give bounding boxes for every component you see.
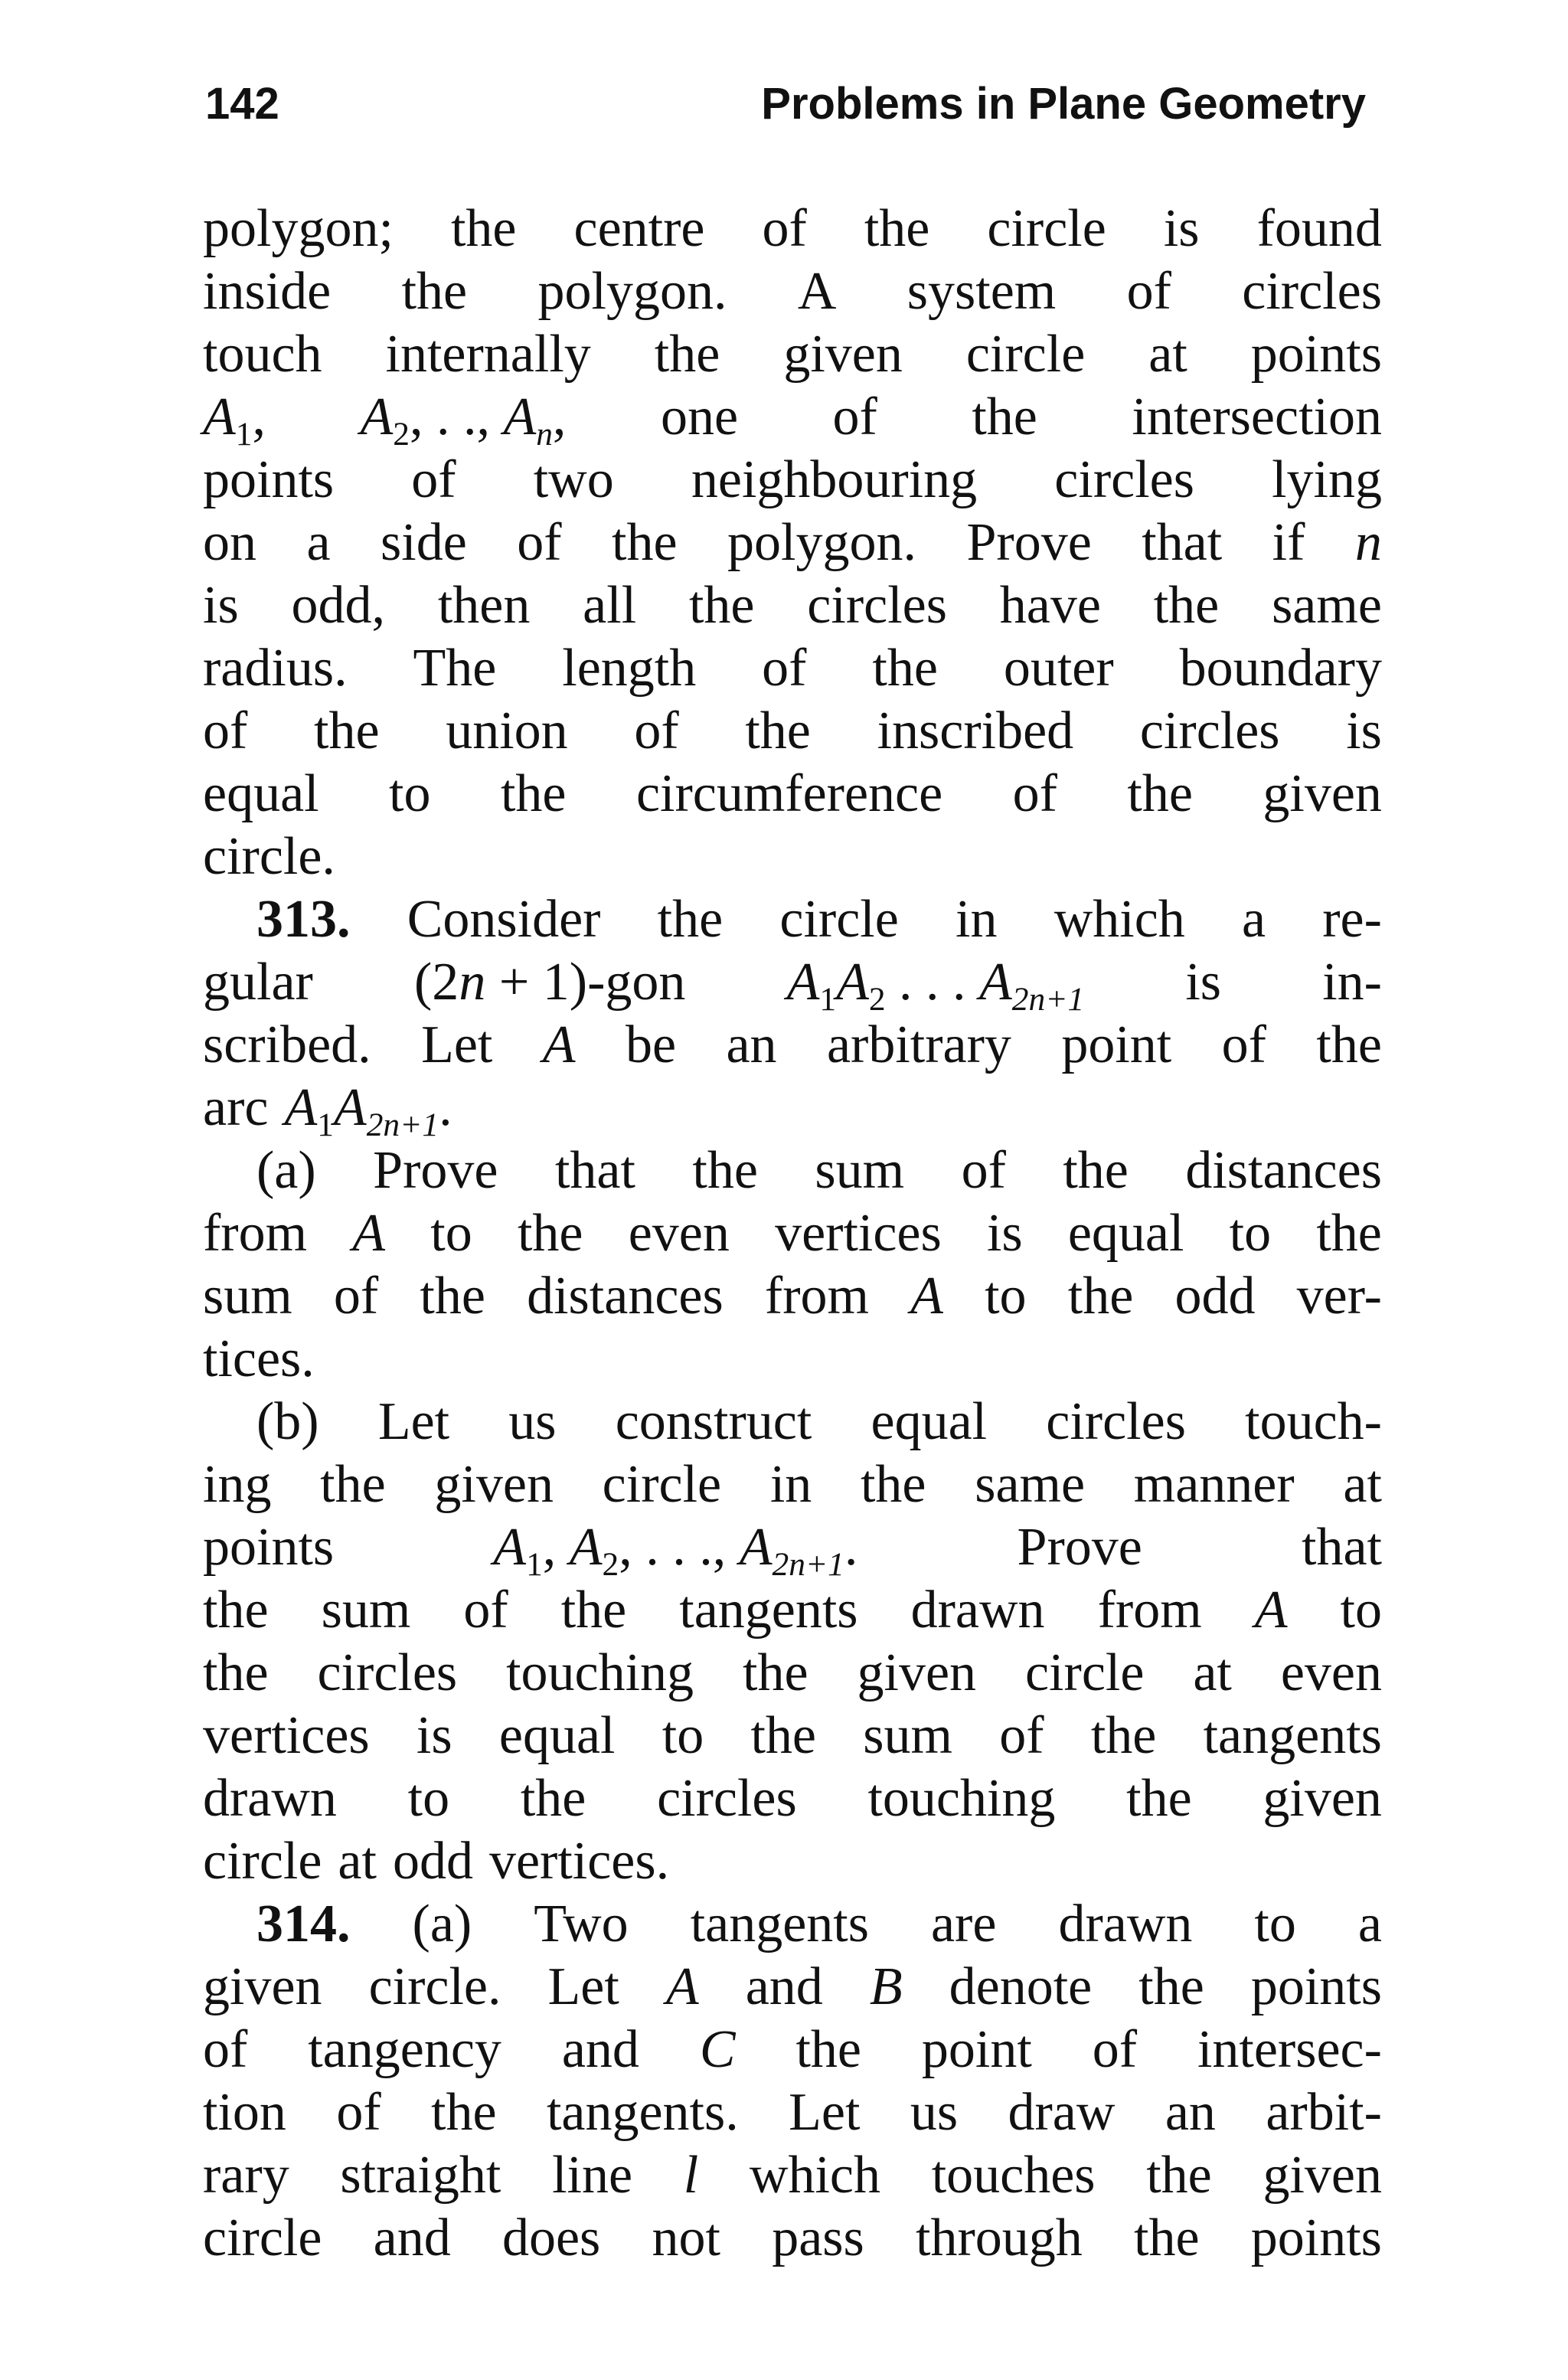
problem-number: 313. — [256, 890, 351, 949]
text-line: (b) Let us construct equal circles touch- — [256, 1392, 1382, 1451]
text-line: circle and does not pass through the points — [203, 2208, 1382, 2267]
text-line: of tangency and C the point of intersec- — [203, 2020, 1382, 2079]
text-line: is odd, then all the circles have the same — [203, 576, 1382, 635]
text-line: touch internally the given circle at points — [203, 325, 1382, 384]
text-line: scribed. Let A be an arbitrary point of the — [203, 1015, 1382, 1074]
body-text — [203, 198, 1382, 2270]
text-line: circle. — [203, 827, 335, 886]
page-number: 142 — [205, 79, 279, 129]
text-line: vertices is equal to the sum of the tangents — [203, 1706, 1382, 1765]
math-expression: $A_1A_{2n+1}$. — [284, 1078, 452, 1143]
text-line: equal to the circumference of the given — [203, 764, 1382, 823]
problem-314-start: 314. (a) Two tangents are drawn to a — [203, 1893, 1382, 1956]
text-line: tices. — [203, 1329, 315, 1388]
text-line: sum of the distances from A to the odd ver- — [203, 1267, 1382, 1326]
problem-313-start: 313. Consider the circle in which a re- — [203, 888, 1382, 951]
math-expression: $A_2$, . ., $A_n$, — [360, 387, 567, 453]
text-line: from A to the even vertices is equal to the — [203, 1204, 1382, 1263]
text-line: tion of the tangents. Let us draw an arbit- — [203, 2083, 1382, 2142]
text-line: rary straight line l which touches the given — [203, 2146, 1382, 2205]
text-line: points of two neighbouring circles lying — [203, 450, 1382, 509]
text-line: ing the given circle in the same manner at — [203, 1455, 1382, 1514]
math-expression: (2n + 1)-gon — [414, 953, 686, 1012]
text-line: given circle. Let A and B denote the points — [203, 1957, 1382, 2016]
text-line: on a side of the polygon. Prove that if n — [203, 513, 1382, 572]
text-line: the circles touching the given circle at even — [203, 1643, 1382, 1702]
math-expression: $A_1$, $A_2$, . . ., $A_{2n+1}$. — [493, 1518, 858, 1583]
problem-number: 314. — [256, 1895, 351, 1953]
text-line: points $A_1$, $A_2$, . . ., $A_{2n+1}$. Prove that — [203, 1518, 1382, 1583]
text-line: (a) Prove that the sum of the distances — [256, 1141, 1382, 1200]
math-expression: $A_1$, — [203, 387, 266, 453]
text-line: $A_1$, $A_2$, . ., $A_n$, one of the intersection — [203, 387, 1382, 453]
math-expression: $A_1A_2$ . . . $A_{2n+1}$ — [786, 953, 1085, 1018]
text-line: drawn to the circles touching the given — [203, 1769, 1382, 1828]
text-line: circle at odd vertices. — [203, 1832, 670, 1891]
text-line: polygon; the centre of the circle is found — [203, 199, 1382, 258]
running-title: Problems in Plane Geometry — [761, 79, 1366, 129]
page-header — [205, 74, 1366, 135]
text-line: gular (2n + 1)-gon $A_1A_2$ . . . $A_{2n+1}$ is in- — [203, 953, 1382, 1018]
text-line: arc $A_1A_{2n+1}$. — [203, 1078, 452, 1143]
text-line: inside the polygon. A system of circles — [203, 262, 1382, 321]
text-line: radius. The length of the outer boundary — [203, 639, 1382, 698]
text-line: of the union of the inscribed circles is — [203, 701, 1382, 760]
text-line: the sum of the tangents drawn from A to — [203, 1581, 1382, 1640]
